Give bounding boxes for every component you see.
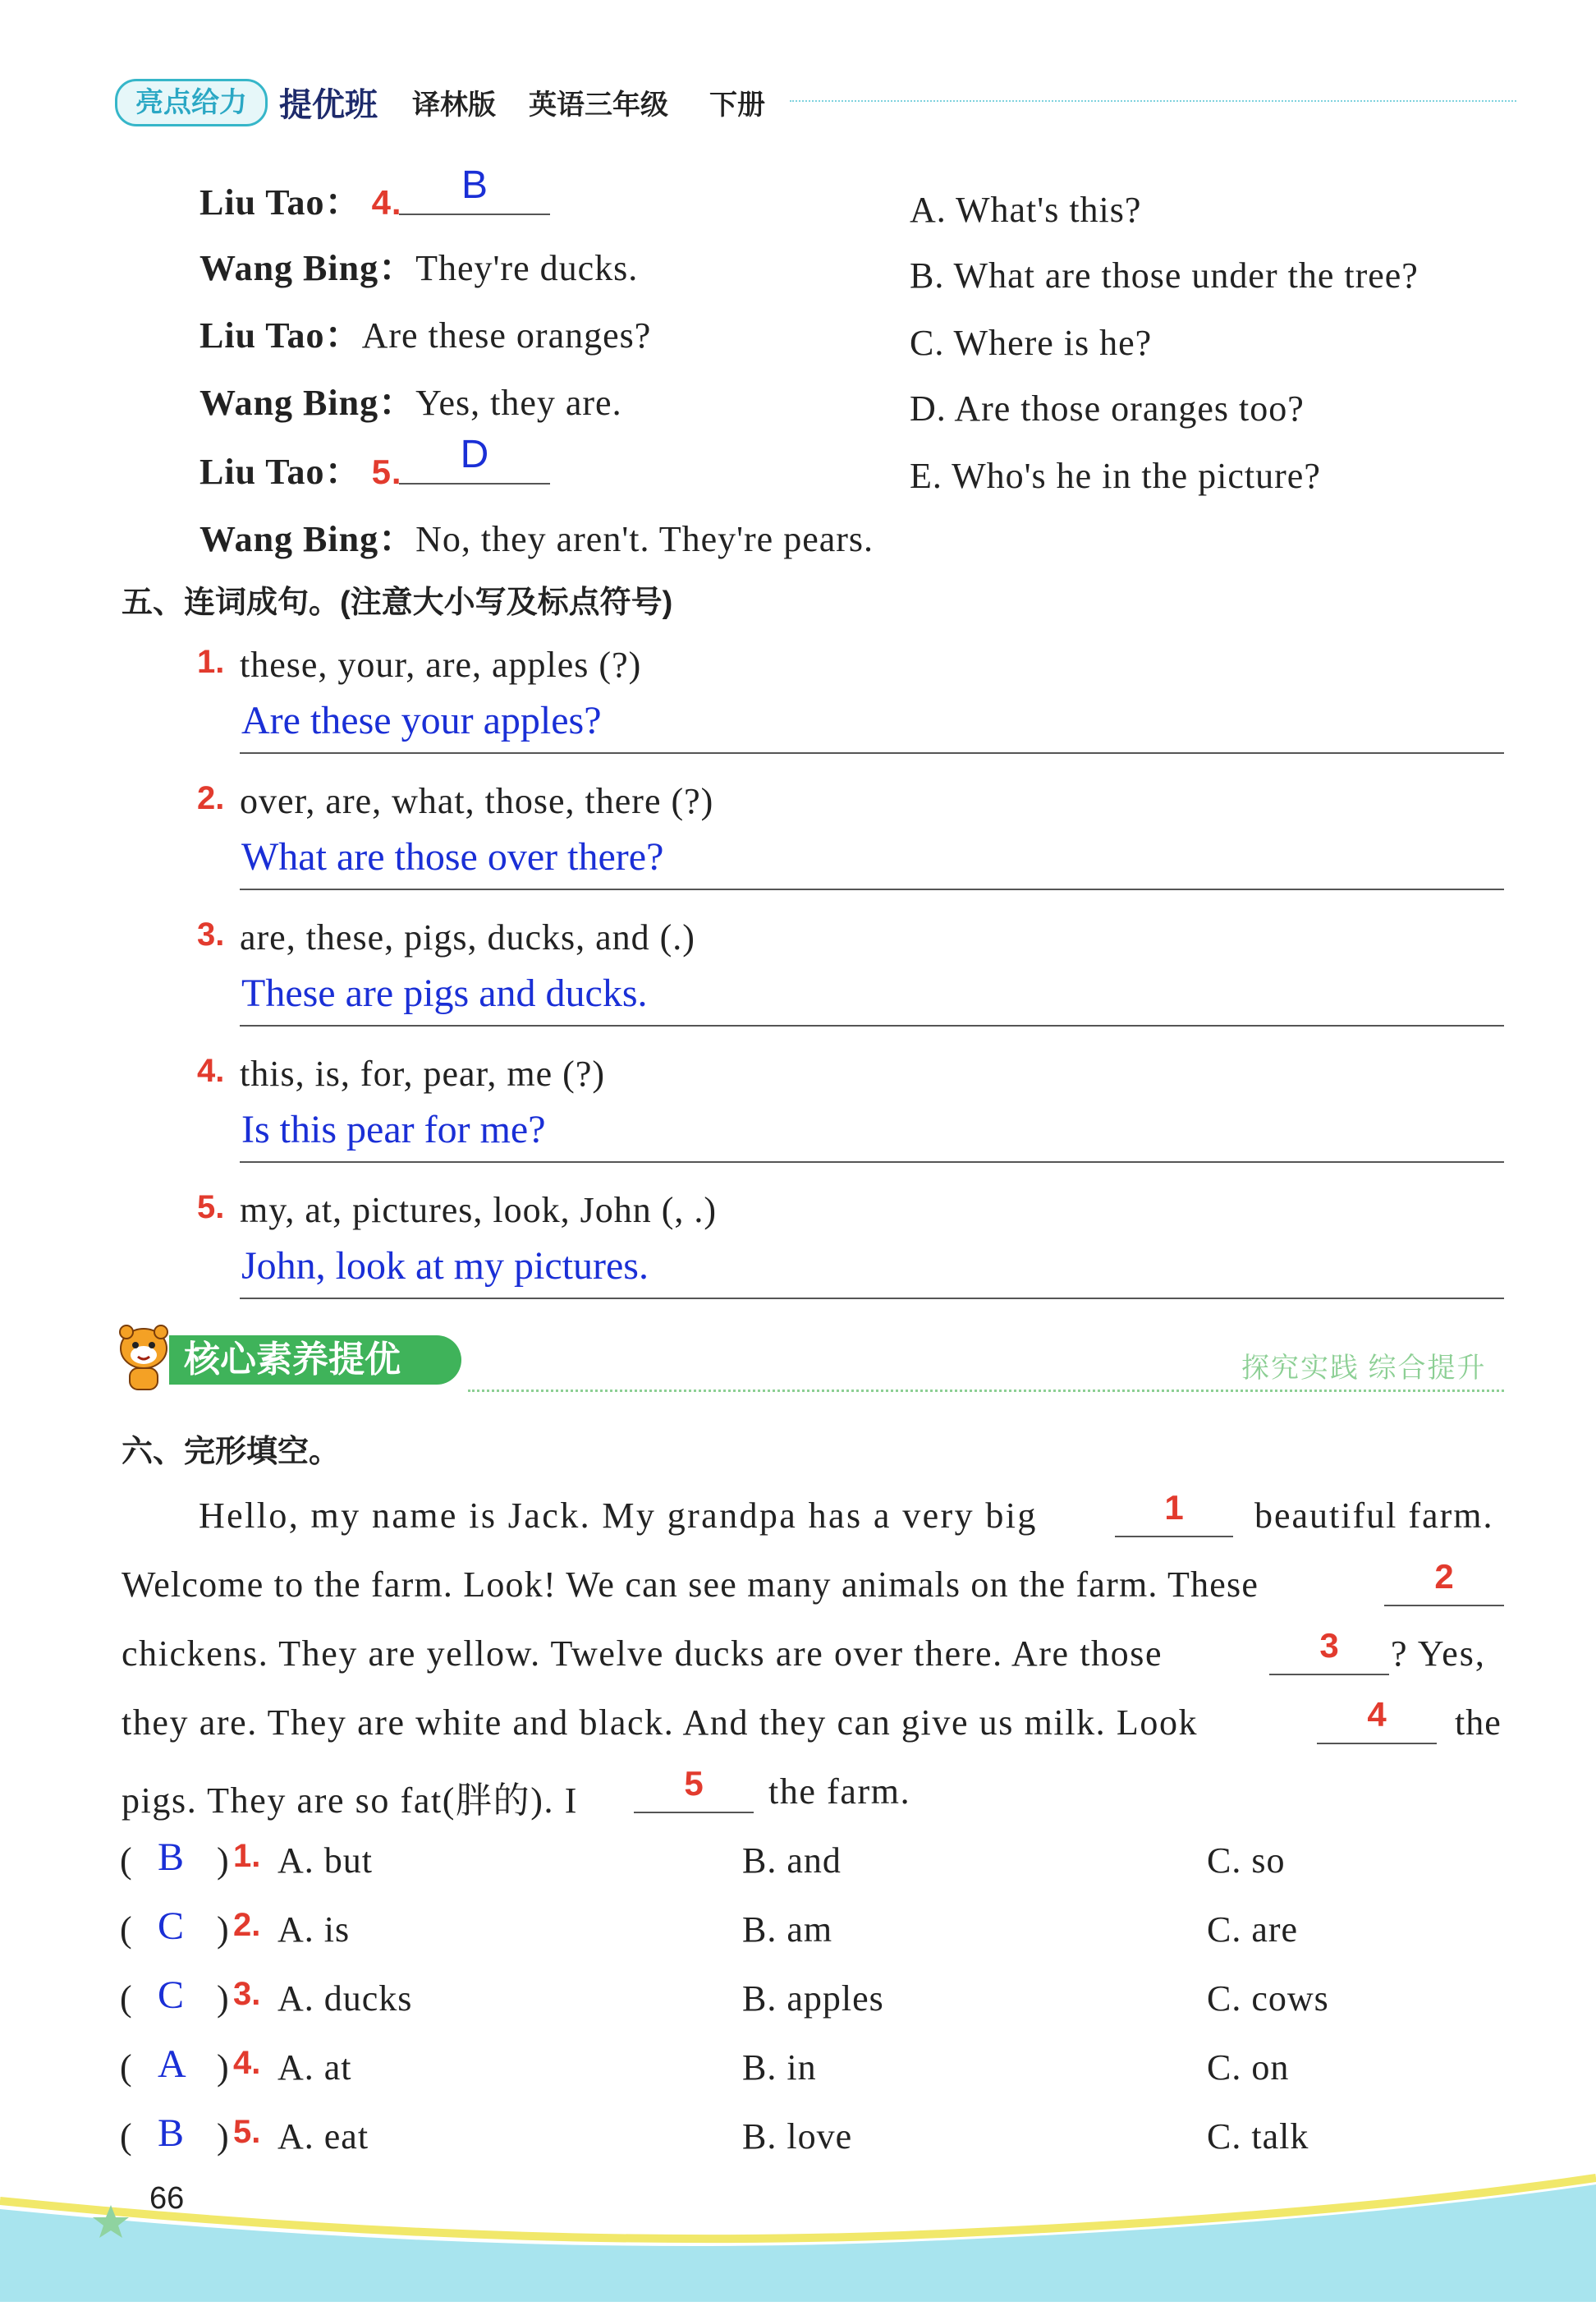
tiger-mascot-icon — [115, 1324, 172, 1393]
cloze-blank: 3 — [1269, 1626, 1389, 1675]
answer-line — [240, 1025, 1504, 1027]
dialogue-line: Wang Bing：They're ducks. — [200, 248, 639, 288]
dialogue-line: Liu Tao： 5. — [200, 452, 402, 492]
answer-line — [240, 1161, 1504, 1163]
dialogue-line: Liu Tao： 4. — [200, 182, 402, 223]
footer-wave — [0, 2168, 1596, 2302]
cloze-blank: 5 — [634, 1764, 754, 1813]
cloze-blank: 4 — [1317, 1695, 1437, 1744]
dialogue-line: Liu Tao：Are these oranges? — [200, 315, 652, 356]
page-number: 66 — [149, 2181, 185, 2216]
option-b: B. What are those under the tree? — [910, 255, 1419, 296]
answer-line — [240, 1298, 1504, 1299]
brand-title: 提优班 — [279, 87, 378, 123]
banner-subtitle: 探究实践 综合提升 — [1241, 1353, 1487, 1384]
dialogue-line: Wang Bing：Yes, they are. — [200, 383, 622, 423]
answer-blank: B — [399, 163, 550, 215]
option-e: E. Who's he in the picture? — [910, 456, 1321, 496]
subject-label: 英语三年级 — [529, 90, 668, 121]
section-5-title: 五、连词成句。(注意大小写及标点符号) — [122, 586, 673, 620]
answer-blank: D — [399, 432, 550, 485]
cloze-blank: 1 — [1115, 1488, 1233, 1537]
section-6-title: 六、完形填空。 — [122, 1435, 341, 1469]
edition-label: 译林版 — [412, 90, 496, 121]
answer-line — [240, 889, 1504, 890]
header-rule — [790, 100, 1516, 102]
banner-rule — [468, 1390, 1504, 1392]
option-c: C. Where is he? — [910, 323, 1153, 363]
option-d: D. Are those oranges too? — [910, 388, 1305, 429]
volume-label: 下册 — [709, 90, 765, 121]
dialogue-line: Wang Bing：No, they aren't. They're pears. — [200, 519, 874, 559]
banner-title: 核心素养提优 — [169, 1335, 461, 1385]
brand-badge: 亮点给力 — [115, 79, 268, 126]
cloze-blank: 2 — [1384, 1557, 1504, 1606]
answer-line — [240, 752, 1504, 754]
option-a: A. What's this? — [910, 190, 1142, 230]
